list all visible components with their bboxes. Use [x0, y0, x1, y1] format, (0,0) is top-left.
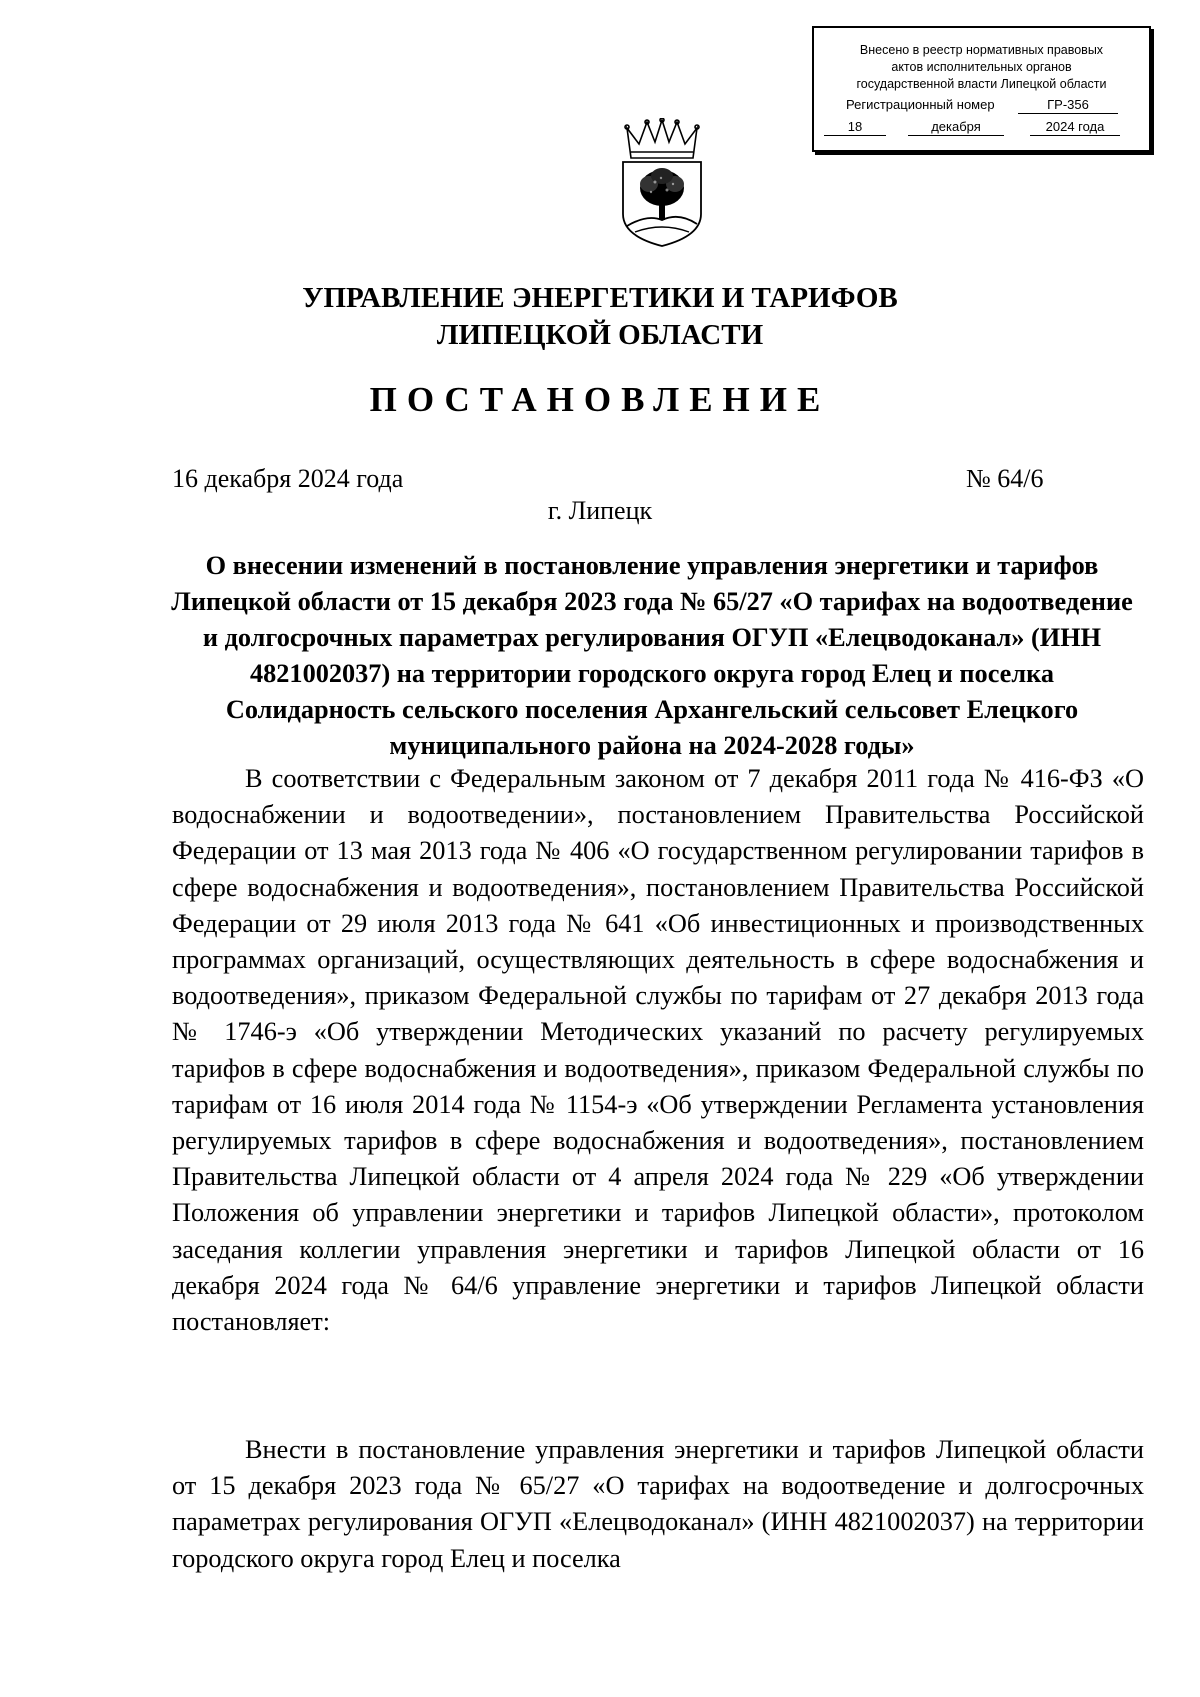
document-number: № 64/6 [966, 464, 1044, 493]
body-paragraph-2: Внести в постановление управления энергетики и тарифов Липецкой области от 15 декабря 2023 года № 65/27 «О тарифах на водоотведение и долгосрочных параметрах регулирования ОГУП «Елецводоканал» (ИНН 4821002037) на территории городского округа город Елец и поселка [172, 1435, 1144, 1573]
stamp-day: 18 [824, 118, 886, 136]
stamp-year: 2024 года [1030, 118, 1120, 136]
stamp-line-3: государственной власти Липецкой области [856, 77, 1107, 91]
stamp-registration-number: ГР-356 [1018, 96, 1118, 114]
document-date: 16 декабря 2024 года [172, 464, 404, 493]
body-paragraph-1: В соответствии с Федеральным законом от 7 декабря 2011 года № 416-ФЗ «О водоснабжении и водоотведении», постановлением Правительства Российской Федерации от 13 мая 2013 года № 406 «О государственном регулировании тарифов в сфере водоснабжения и водоотведения», постановлением Правительства Российской Федерации от 29 июля 2013 года № 641 «Об инвестиционных и производственных программах организаций, осуществляющих деятельность в сфере водоснабжения и водоотведения», приказом Федеральной службы по тарифам от 27 декабря 2013 года № 1746-э «Об утверждении Методических указаний по расчету регулируемых тарифов в сфере водоснабжения и водоотведения», приказом Федеральной службы по тарифам от 16 июля 2014 года № 1154-э «Об утверждении Регламента установления регулируемых тарифов в сфере водоснабжения и водоотведения», постановлением Правительства Липецкой области от 4 апреля 2024 года № 229 «Об утверждении Положения об управлении энергетики и тарифов Липецкой области», протоколом заседания коллегии управления энергетики и тарифов Липецкой области от 16 декабря 2024 года № 64/6 управление энергетики и тарифов Липецкой области постановляет: [172, 764, 1144, 1337]
stamp-registration-label: Регистрационный номер [846, 97, 995, 112]
stamp-line-2: актов исполнительных органов [891, 60, 1072, 74]
stamp-month: декабря [908, 118, 1004, 136]
registry-stamp [812, 26, 1151, 152]
organization-name-line-1: УПРАВЛЕНИЕ ЭНЕРГЕТИКИ И ТАРИФОВ [302, 282, 898, 314]
organization-name-line-2: ЛИПЕЦКОЙ ОБЛАСТИ [436, 319, 764, 351]
document-type: ПОСТАНОВЛЕНИЕ [369, 380, 831, 419]
organization-name [0, 280, 1200, 354]
stamp-date-row [814, 118, 1149, 136]
stamp-line-1: Внесено в реестр нормативных правовых [859, 43, 1104, 57]
stamp-registration-row [814, 96, 1149, 114]
document-title: О внесении изменений в постановление управления энергетики и тарифов Липецкой области от 15 декабря 2023 года № 65/27 «О тарифах на водоотведение и долгосрочных параметрах регулирования ОГУП «Елецводоканал» (ИНН 4821002037) на территории городского округа город Елец и поселка Солидарность сельского поселения Архангельский сельсовет Елецкого муниципального района на 2024-2028 годы» [171, 551, 1133, 760]
document-city: г. Липецк [547, 496, 653, 525]
coat-of-arms-icon [617, 118, 707, 248]
